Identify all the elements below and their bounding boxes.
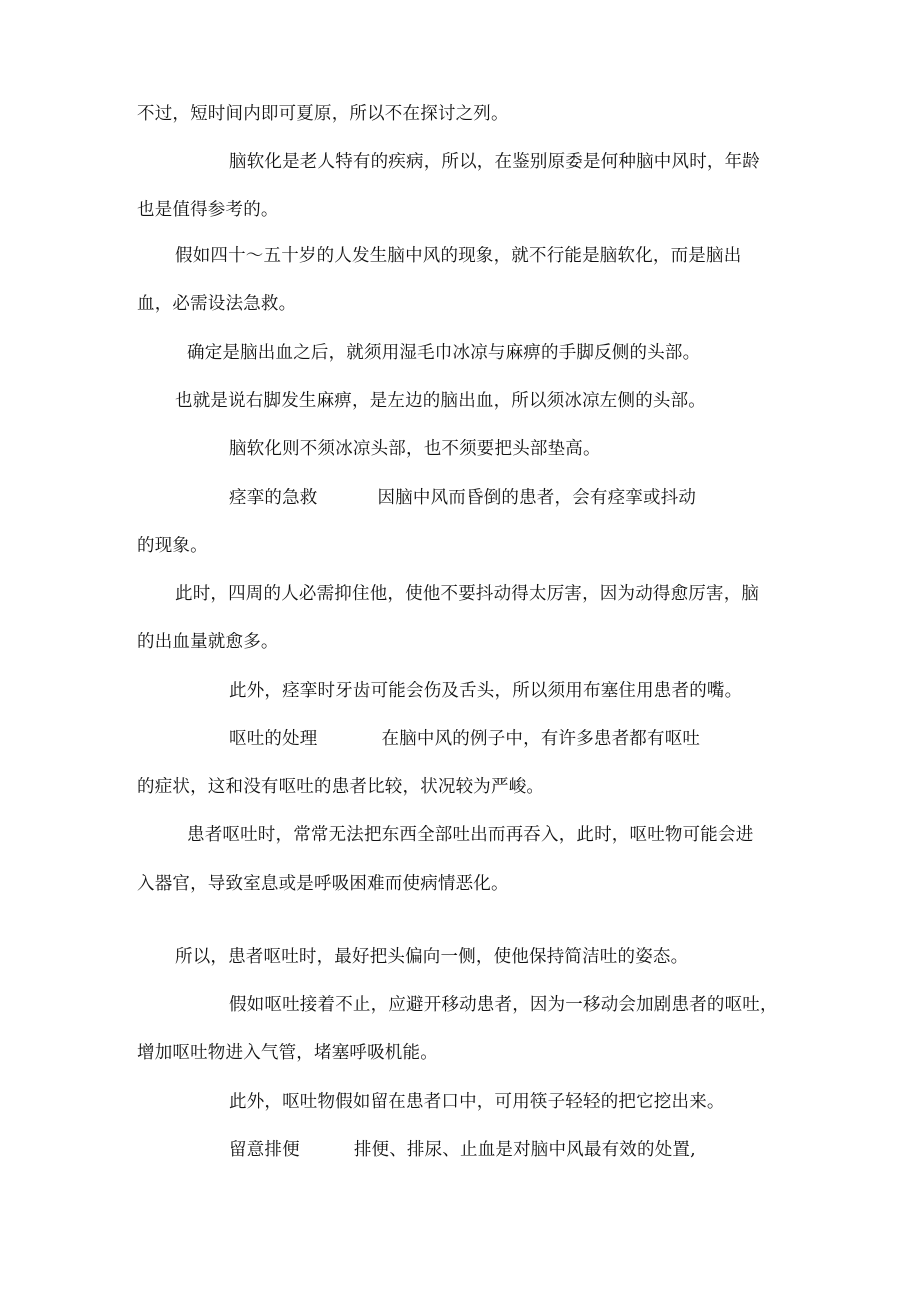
paragraph-line: 也是值得参考的。: [137, 200, 279, 220]
paragraph-line: 不过，短时间内即可夏原，所以不在探讨之列。: [137, 104, 509, 124]
section-line: [229, 1138, 696, 1162]
section-text: 排便、排尿、止血是对脑中风最有效的处置,: [353, 1140, 696, 1160]
paragraph-line: 的现象。: [137, 536, 208, 556]
paragraph-line: 脑软化是老人特有的疾病，所以，在鉴别原委是何种脑中风时，年龄: [229, 152, 760, 172]
paragraph-line: 假如呕吐接着不止，应避开移动患者，因为一移动会加剧患者的呕吐，: [229, 995, 778, 1015]
paragraph-line: 血，必需设法急救。: [137, 294, 297, 314]
paragraph-line: 增加呕吐物进入气管，堵塞呼吸机能。: [137, 1043, 438, 1063]
paragraph-line: 也就是说右脚发生麻痹，是左边的脑出血，所以须冰凉左侧的头部。: [175, 391, 706, 411]
paragraph-line: 确定是脑出血之后，就须用湿毛巾冰凉与麻痹的手脚反侧的头部。: [187, 343, 701, 363]
paragraph-line: 患者呕吐时，常常无法把东西全部吐出而再吞入，此时，呕吐物可能会进: [187, 825, 754, 845]
section-line: [229, 486, 696, 510]
paragraph-line: 此外，呕吐物假如留在患者口中，可用筷子轻轻的把它挖出来。: [229, 1092, 725, 1112]
paragraph-line: 脑软化则不须冰凉头部，也不须要把头部垫高。: [229, 439, 601, 459]
paragraph-line: 此时，四周的人必需抑住他，使他不要抖动得太厉害，因为动得愈厉害，脑: [175, 584, 760, 604]
paragraph-line: 的症状，这和没有呕吐的患者比较，状况较为严峻。: [137, 777, 545, 797]
paragraph-line: 的出血量就愈多。: [137, 632, 279, 652]
section-text: 因脑中风而昏倒的患者，会有痉挛或抖动: [377, 488, 697, 508]
section-line: [229, 727, 700, 751]
section-heading: 呕吐的处理: [229, 729, 318, 749]
section-text: 在脑中风的例子中，有许多患者都有呕吐: [381, 729, 701, 749]
section-heading: 留意排便: [229, 1140, 300, 1160]
section-heading: 痉挛的急救: [229, 488, 318, 508]
paragraph-line: 此外，痉挛时牙齿可能会伤及舌头，所以须用布塞住用患者的嘴。: [229, 681, 743, 701]
paragraph-line: 所以，患者呕吐时，最好把头偏向一侧，使他保持简洁吐的姿态。: [175, 947, 689, 967]
paragraph-line: 假如四十～五十岁的人发生脑中风的现象，就不行能是脑软化，而是脑出: [175, 246, 742, 266]
paragraph-line: 入器官，导致室息或是呼吸困难而使病情恶化。: [137, 874, 509, 894]
